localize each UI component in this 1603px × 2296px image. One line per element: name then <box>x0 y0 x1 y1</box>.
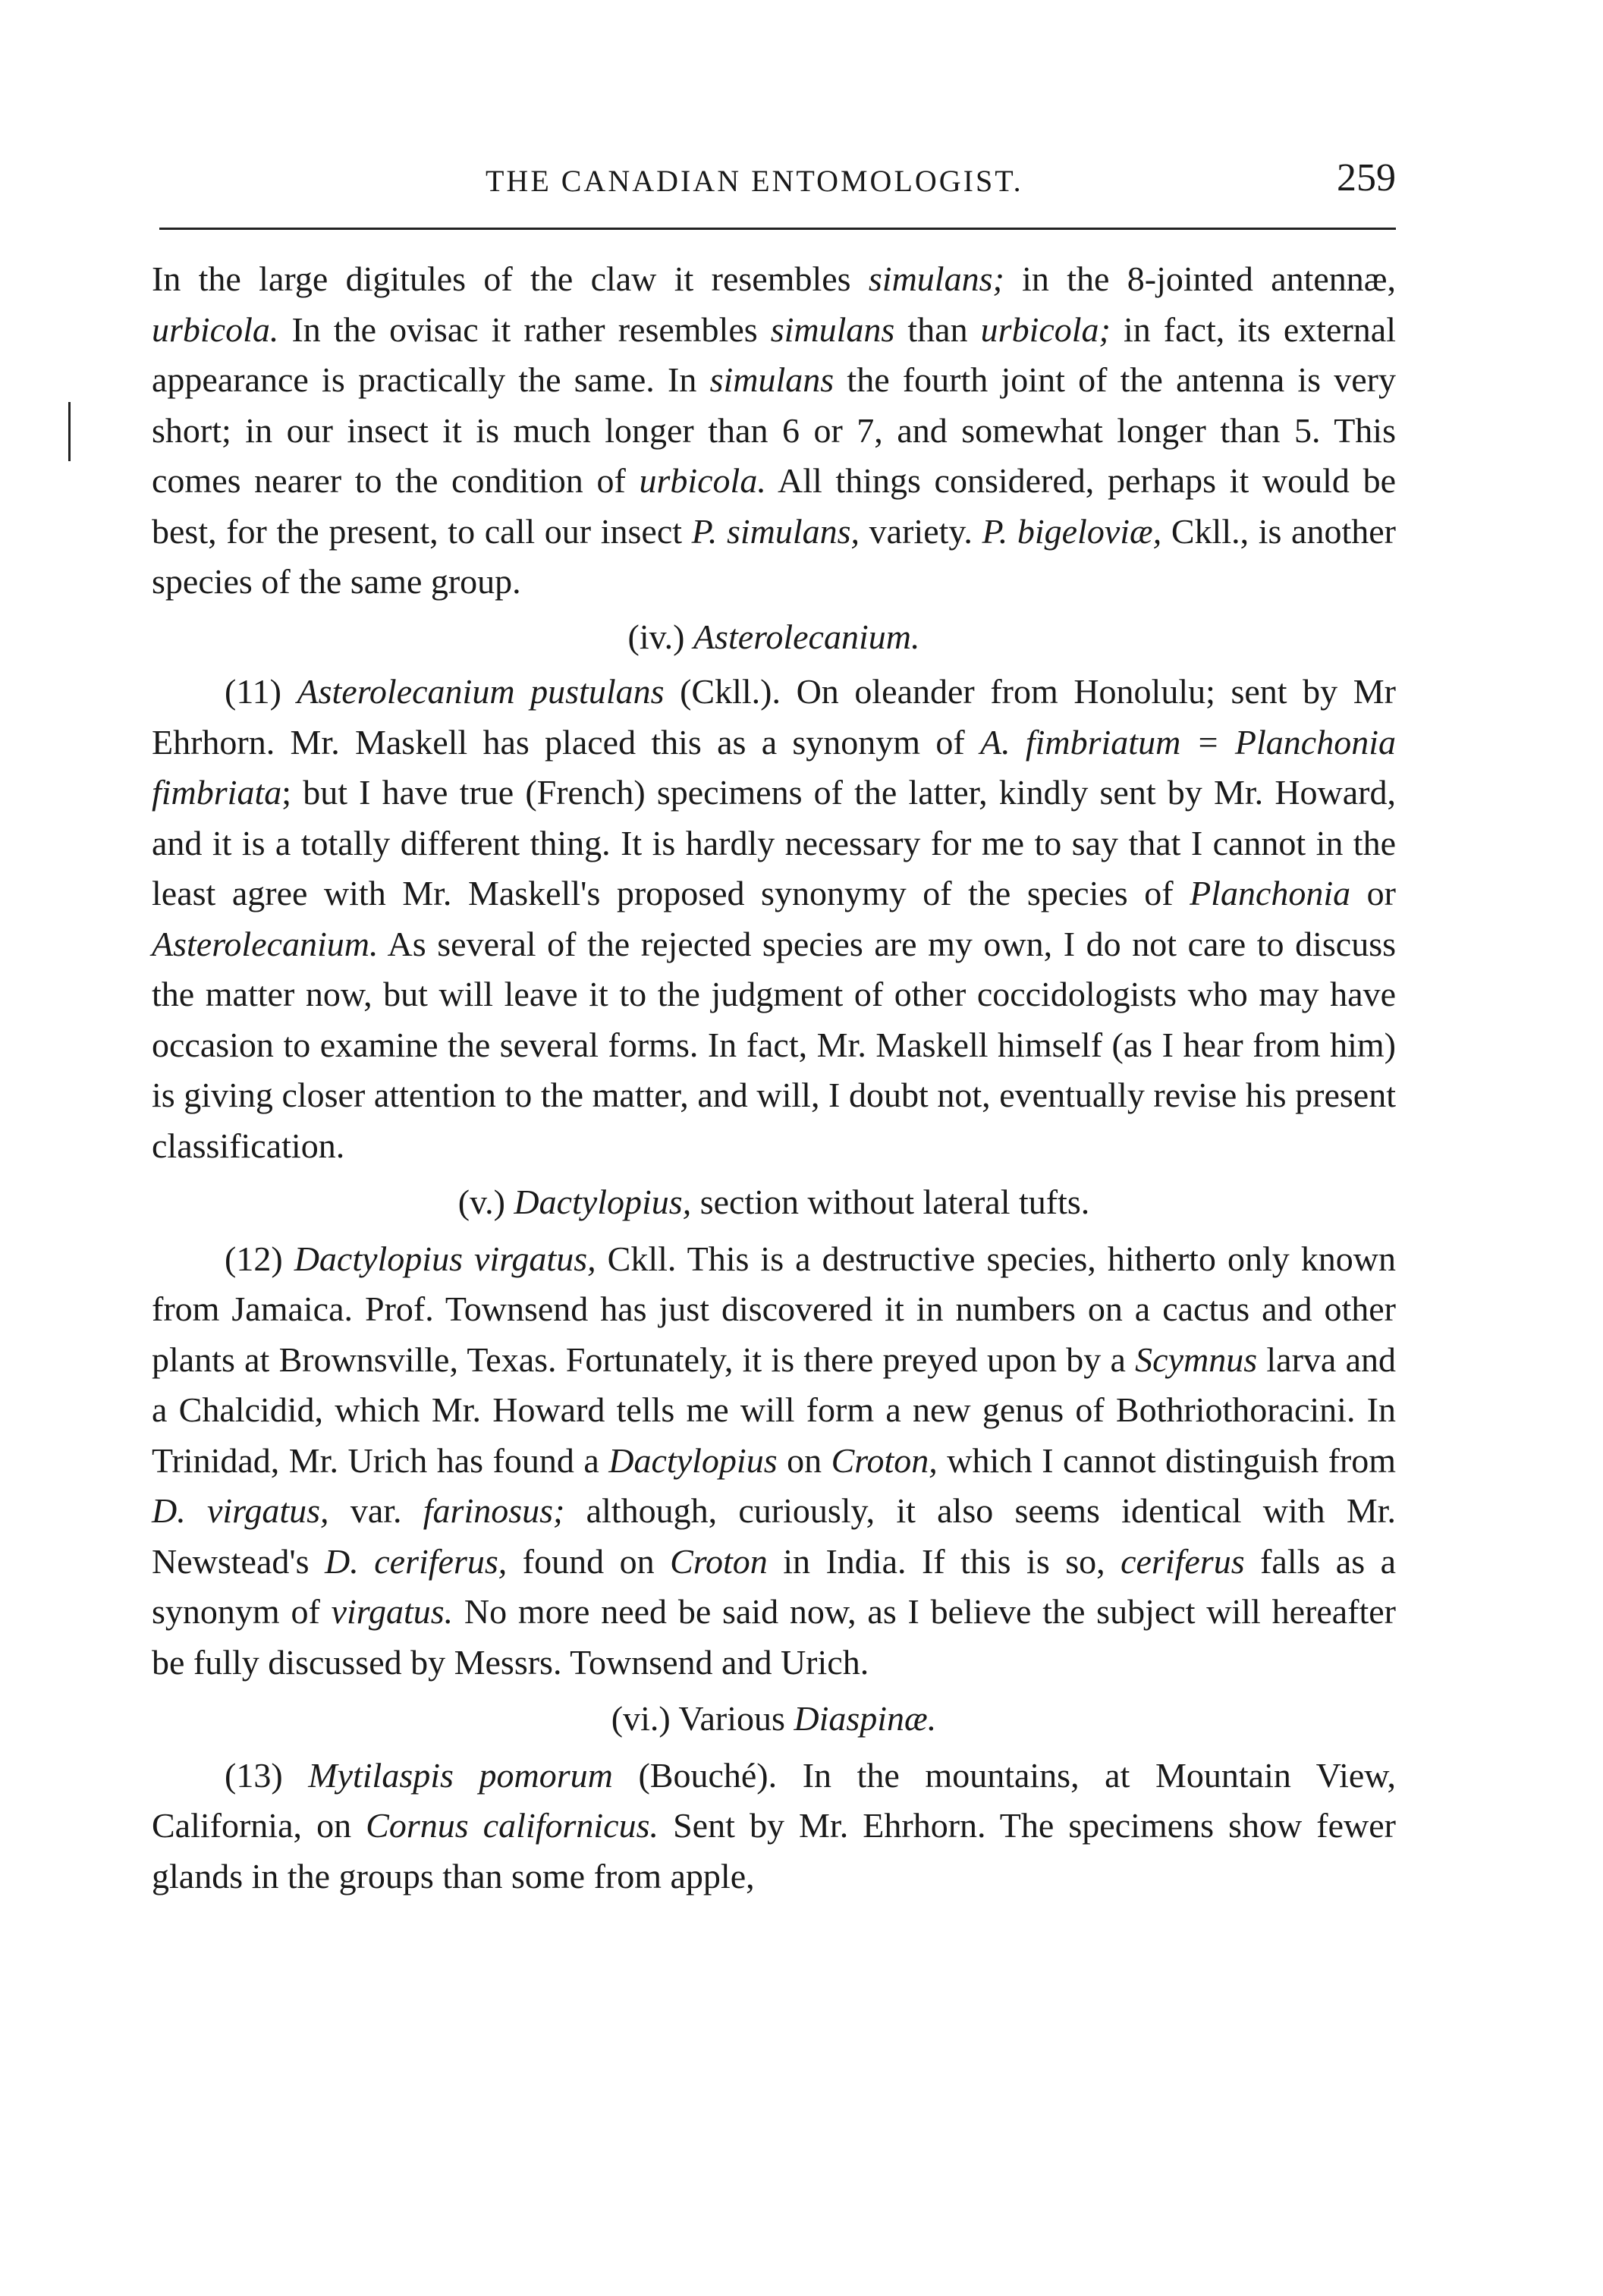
section-heading-iv <box>152 612 1396 663</box>
text-run: var. <box>328 1491 423 1530</box>
text-run: Ckll. This is a destructive species, hitherto only known from Jamaica. Prof. Townsend has just discovered it in numbers on a cactus and other plants at Brownsville, Texas. Fortunately, it is there preyed upon by a <box>152 1239 1397 1379</box>
page-number: 259 <box>1337 156 1396 199</box>
text-run: Sent by Mr. Ehrhorn. The specimens show fewer glands in the groups than some from apple, <box>152 1806 1396 1896</box>
species-name: A. fimbriatum = Planchonia fimbriata <box>152 722 1396 812</box>
text-run: All things considered, perhaps it would be best, for the present, to call our insect <box>152 461 1396 551</box>
running-head <box>152 155 1396 209</box>
species-name: Dactylopius <box>608 1440 778 1480</box>
section-title: Asterolecanium. <box>693 617 920 656</box>
text-run: In the ovisac it rather resembles <box>278 309 771 349</box>
species-name: P. simulans, <box>691 511 860 551</box>
species-name: urbicola. <box>639 461 766 500</box>
species-name: farinosus; <box>423 1491 565 1530</box>
species-name: Scymnus <box>1135 1340 1258 1379</box>
text-run: in fact, its external appearance is practically the same. In <box>152 309 1396 399</box>
species-name: Asterolecanium. <box>152 924 379 963</box>
species-name: Mytilaspis pomorum <box>308 1755 613 1795</box>
paragraph-13 <box>152 1751 1396 1902</box>
text-run: variety. <box>860 511 982 551</box>
species-name: Asterolecanium pustulans <box>297 672 665 711</box>
text-run: falls as a synonym of <box>152 1541 1396 1631</box>
text-run: In the large digitules of the claw it resembles <box>152 259 869 298</box>
entry-number: (12) <box>225 1239 294 1278</box>
section-label: (iv.) <box>627 617 693 656</box>
species-name: virgatus. <box>331 1592 454 1631</box>
header-rule <box>159 228 1396 230</box>
text-run: on <box>777 1440 831 1480</box>
text-run: As several of the rejected species are my own, I do not care to discuss the matter now, but will leave it to the judgment of other coccidologists who may have occasion to examine the several forms. In fact, Mr. Maskell himself (as I hear from him) is giving closer attention to the matter, and will, I doubt not, eventually revise his present classification. <box>152 924 1396 1165</box>
text-run: (Bouché). In the mountains, at Mountain View, California, on <box>152 1755 1397 1845</box>
text-run: (Ckll.). On oleander from Honolulu; sent by Mr Ehrhorn. Mr. Maskell has placed this as a synonym of <box>152 672 1396 762</box>
text-run: which I cannot distinguish from <box>937 1440 1396 1480</box>
paragraph-simulans-comparison <box>152 254 1396 608</box>
body-text <box>152 254 1396 1902</box>
species-name: Croton <box>670 1541 768 1581</box>
entry-number: (11) <box>225 672 297 711</box>
species-name: P. bigeloviæ, <box>982 511 1162 551</box>
section-label: (vi.) Various <box>611 1699 794 1738</box>
species-name: simulans <box>709 360 835 399</box>
species-name: simulans; <box>868 259 1004 298</box>
species-name: urbicola. <box>152 309 279 349</box>
text-run: Ckll., is another species of the same group. <box>152 511 1396 601</box>
species-name: Croton, <box>831 1440 938 1480</box>
species-name: ceriferus <box>1121 1541 1245 1581</box>
text-run: in the 8-jointed antennæ, <box>1004 259 1396 298</box>
paragraph-11 <box>152 667 1396 1171</box>
text-run: although, curiously, it also seems identical with Mr. Newstead's <box>152 1491 1397 1581</box>
section-label: (v.) <box>457 1183 514 1221</box>
section-subtitle: section without lateral tufts. <box>691 1183 1090 1221</box>
species-name: simulans <box>770 309 895 349</box>
text-run: than <box>894 309 981 349</box>
text-run: found on <box>507 1541 671 1581</box>
species-name: D. virgatus, <box>152 1491 329 1530</box>
section-title: Diaspinæ. <box>794 1699 937 1738</box>
text-run: or <box>1350 874 1396 912</box>
species-name: D. ceriferus, <box>325 1541 508 1581</box>
entry-number: (13) <box>225 1755 309 1795</box>
text-run: in India. If this is so, <box>767 1541 1121 1581</box>
paragraph-12 <box>152 1234 1396 1688</box>
journal-title: THE CANADIAN ENTOMOLOGIST. <box>486 164 1023 198</box>
text-run: ; but I have true (French) specimens of the latter, kindly sent by Mr. Howard, and it is a totally different thing. It is hardly necessary for me to say that I cannot in the least agree with Mr. Maskell's proposed synonymy of the species of <box>152 773 1396 912</box>
text-run: No more need be said now, as I believe the subject will hereafter be fully discussed by Messrs. Townsend and Urich. <box>152 1592 1396 1682</box>
text-run: the fourth joint of the antenna is very short; in our insect it is much longer than 6 or 7, and somewhat longer than 5. This comes nearer to the condition of <box>152 360 1397 500</box>
species-name: urbicola; <box>980 309 1111 349</box>
section-heading-vi <box>152 1694 1396 1745</box>
section-title: Dactylopius, <box>514 1183 692 1221</box>
species-name: Dactylopius virgatus, <box>294 1239 596 1278</box>
species-name: Planchonia <box>1190 874 1351 912</box>
section-heading-v <box>152 1177 1396 1228</box>
text-run: larva and a Chalcidid, which Mr. Howard tells me will form a new genus of Bothriothoracini. In Trinidad, Mr. Urich has found a <box>152 1340 1396 1480</box>
margin-mark <box>68 402 71 461</box>
species-name: Cornus californicus. <box>366 1806 658 1845</box>
